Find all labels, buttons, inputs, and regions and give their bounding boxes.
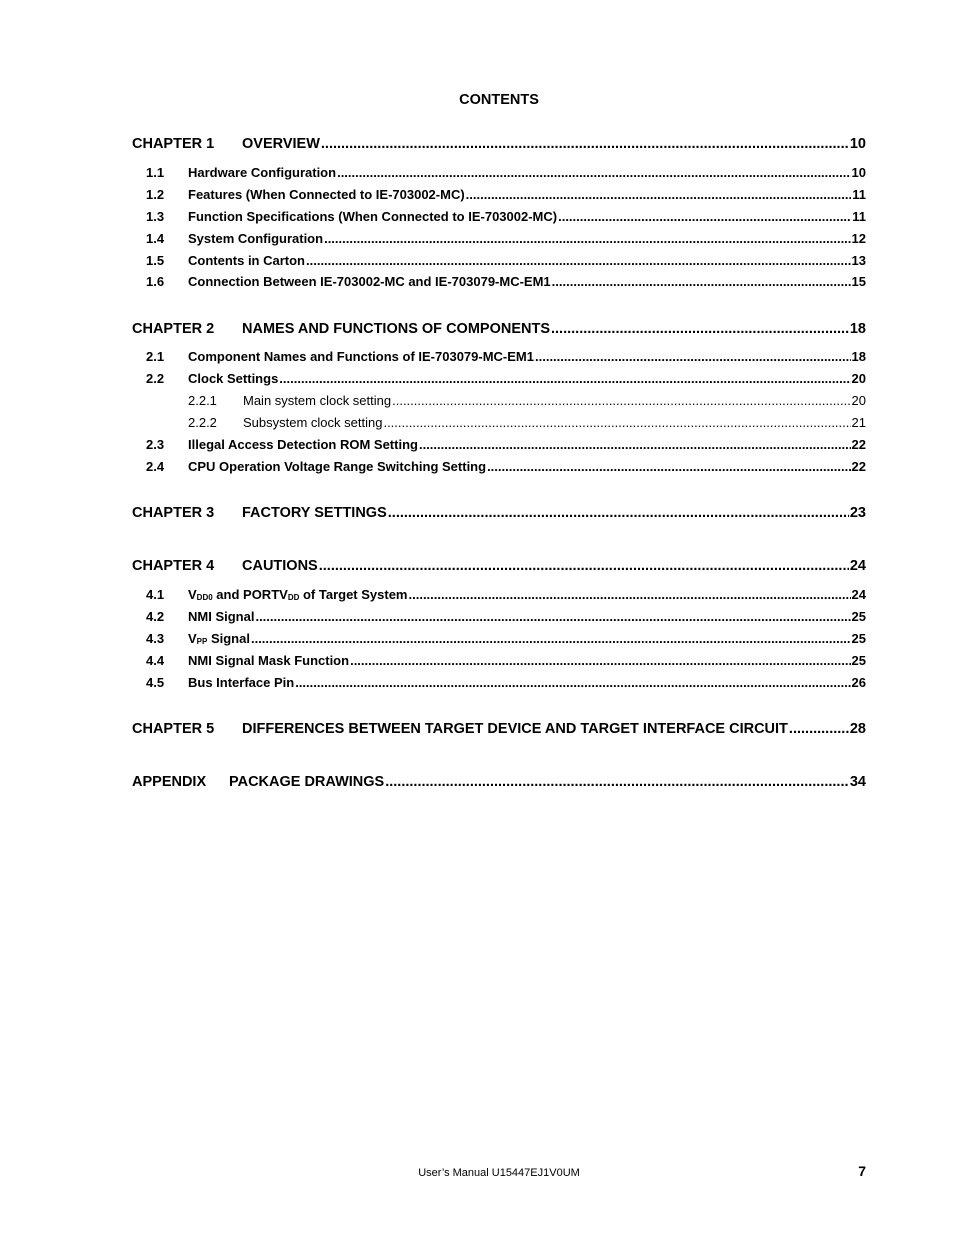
toc-leader — [337, 165, 850, 180]
page-title: CONTENTS — [459, 92, 539, 108]
toc-title: Subsystem clock setting — [243, 415, 383, 430]
toc-page: 22 — [851, 437, 866, 452]
toc-leader — [319, 558, 849, 574]
toc-section-1-1[interactable] — [132, 165, 866, 180]
toc-number: 2.2.1 — [188, 393, 217, 408]
toc-number: 4.2 — [146, 609, 165, 624]
toc-number: 2.2.2 — [188, 415, 217, 430]
toc-number: 2.3 — [146, 437, 165, 452]
toc-leader — [383, 415, 850, 430]
toc-number: 2.1 — [146, 349, 165, 364]
toc-leader — [789, 721, 849, 737]
toc-number: 4.5 — [146, 675, 165, 690]
toc-number: 1.4 — [146, 231, 165, 246]
toc-title: FACTORY SETTINGS — [242, 505, 387, 521]
toc-number: 2.2 — [146, 371, 165, 386]
toc-section-1-5[interactable] — [132, 253, 866, 268]
toc-number: 1.1 — [146, 165, 165, 180]
toc-title: Hardware Configuration — [188, 165, 337, 180]
toc-leader — [388, 505, 849, 521]
toc-number: 1.2 — [146, 187, 165, 202]
toc-subsection-2-2-1[interactable] — [132, 393, 866, 408]
toc-leader — [295, 675, 850, 690]
toc-title: System Configuration — [188, 231, 324, 246]
toc-section-1-2[interactable] — [132, 187, 866, 202]
toc-title: Bus Interface Pin — [188, 675, 295, 690]
toc-number: 1.3 — [146, 209, 165, 224]
toc-page: 12 — [851, 231, 866, 246]
toc-leader — [551, 321, 849, 337]
toc-title: CAUTIONS — [242, 558, 318, 574]
toc-subsection-2-2-2[interactable] — [132, 415, 866, 430]
toc-number: CHAPTER 3 — [132, 505, 215, 521]
toc-title: Function Specifications (When Connected to IE-703002-MC) — [188, 209, 558, 224]
toc-page: 10 — [851, 165, 866, 180]
toc-page: 22 — [851, 459, 866, 474]
toc-section-2-4[interactable] — [132, 459, 866, 474]
toc-title: NMI Signal Mask Function — [188, 653, 350, 668]
toc-page: 25 — [851, 631, 866, 646]
toc-section-4-5[interactable] — [132, 675, 866, 690]
toc-page: 24 — [851, 587, 866, 602]
toc-page: 20 — [851, 393, 866, 408]
toc-title: Connection Between IE-703002-MC and IE-703079-MC-EM1 — [188, 274, 551, 289]
toc-chapter-5[interactable] — [132, 721, 866, 737]
toc-section-4-2[interactable] — [132, 609, 866, 624]
toc-section-2-3[interactable] — [132, 437, 866, 452]
toc-page: 15 — [851, 274, 866, 289]
toc-number: 1.6 — [146, 274, 165, 289]
toc-number: CHAPTER 2 — [132, 321, 215, 337]
toc-chapter-3[interactable] — [132, 505, 866, 521]
toc-title: Component Names and Functions of IE-703079-MC-EM1 — [188, 349, 534, 364]
toc-page: 25 — [851, 653, 866, 668]
toc-title: NAMES AND FUNCTIONS OF COMPONENTS — [242, 321, 550, 337]
toc-leader — [324, 231, 850, 246]
toc-section-1-6[interactable] — [132, 274, 866, 289]
toc-page: 18 — [849, 321, 866, 337]
toc-number: CHAPTER 5 — [132, 721, 215, 737]
toc-title: NMI Signal — [188, 609, 255, 624]
toc-title: $V_{DD0}$ and $PORTV_{DD}$ of Target System — [188, 587, 408, 602]
toc-leader — [279, 371, 850, 386]
toc-number: CHAPTER 1 — [132, 136, 215, 152]
toc-title: DIFFERENCES BETWEEN TARGET DEVICE AND TARGET INTERFACE CIRCUIT — [242, 721, 788, 737]
toc-section-1-3[interactable] — [132, 209, 866, 224]
toc-number: 1.5 — [146, 253, 165, 268]
toc-leader — [487, 459, 850, 474]
toc-chapter-2[interactable] — [132, 321, 866, 337]
toc-number: APPENDIX — [132, 774, 207, 790]
toc-title: Main system clock setting — [243, 393, 392, 408]
toc-page: 24 — [849, 558, 866, 574]
toc-title: $V_{PP}$ Signal — [188, 631, 250, 646]
toc-leader — [321, 136, 849, 152]
toc-number: 4.1 — [146, 587, 165, 602]
toc-number: 4.4 — [146, 653, 165, 668]
toc-title: Illegal Access Detection ROM Setting — [188, 437, 418, 452]
toc-page: 10 — [849, 136, 866, 152]
toc-page: 20 — [851, 371, 866, 386]
toc-page: 25 — [851, 609, 866, 624]
toc-page: 11 — [852, 187, 866, 202]
toc-leader — [392, 393, 850, 408]
toc-leader — [535, 349, 851, 364]
toc-title: PACKAGE DRAWINGS — [229, 774, 385, 790]
toc-leader — [419, 437, 851, 452]
toc-page: 26 — [851, 675, 866, 690]
toc-leader — [255, 609, 850, 624]
toc-number: 2.4 — [146, 459, 165, 474]
toc-page: 18 — [851, 349, 866, 364]
toc-page: 11 — [852, 209, 866, 224]
toc-section-2-1[interactable] — [132, 349, 866, 364]
page-number: 7 — [858, 1163, 866, 1179]
toc-title: Clock Settings — [188, 371, 279, 386]
toc-title: Contents in Carton — [188, 253, 305, 268]
toc-number: 4.3 — [146, 631, 165, 646]
toc-title: Features (When Connected to IE-703002-MC) — [188, 187, 465, 202]
toc-leader — [552, 274, 851, 289]
toc-leader — [251, 631, 851, 646]
toc-leader — [558, 209, 851, 224]
toc-section-4-1[interactable] — [132, 587, 866, 602]
toc-chapter-1[interactable] — [132, 136, 866, 152]
toc-leader — [385, 774, 849, 790]
toc-chapter-4[interactable] — [132, 558, 866, 574]
toc-number: CHAPTER 4 — [132, 558, 215, 574]
toc-page: 28 — [849, 721, 866, 737]
toc-page: 23 — [849, 505, 866, 521]
toc-appendix[interactable] — [132, 774, 866, 790]
toc-title: CPU Operation Voltage Range Switching Setting — [188, 459, 487, 474]
toc-leader — [306, 253, 851, 268]
toc-section-4-4[interactable] — [132, 653, 866, 668]
toc-leader — [409, 587, 851, 602]
toc-title: OVERVIEW — [242, 136, 320, 152]
toc-page: 13 — [851, 253, 866, 268]
toc-leader — [350, 653, 850, 668]
toc-section-1-4[interactable] — [132, 231, 866, 246]
toc-section-4-3[interactable] — [132, 631, 866, 646]
footer-manual-id: User’s Manual U15447EJ1V0UM — [418, 1167, 580, 1179]
toc-leader — [466, 187, 852, 202]
toc-page: 21 — [851, 415, 866, 430]
toc-page: 34 — [849, 774, 866, 790]
toc-section-2-2[interactable] — [132, 371, 866, 386]
